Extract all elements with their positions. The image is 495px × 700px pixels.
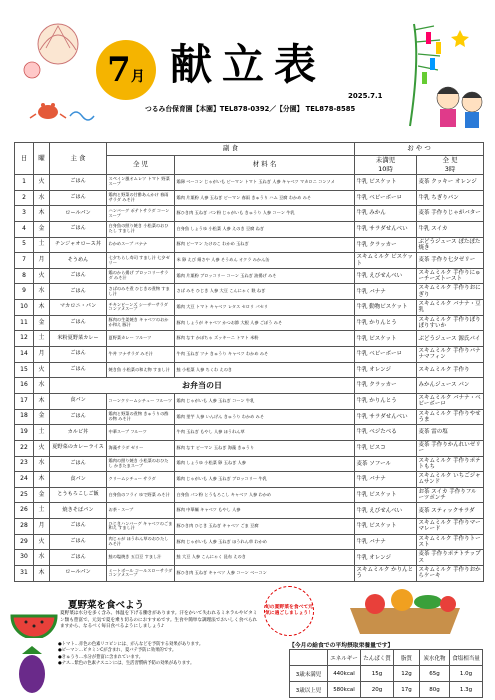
snack-pm-cell: スキムミルク 手作りトースト <box>417 534 484 550</box>
list-item: ●ナス…紫色の色素ナスニンには、生活習慣病予防の効果があります。 <box>58 661 195 667</box>
dish-cell: 鶏肉の照り焼き 小松菜のおひたし かきたまスープ <box>107 456 175 472</box>
table-row <box>15 409 484 425</box>
dish-cell: 鶏肉と野菜の煮物 きゅうりの酢の物 みそ汁 <box>107 409 175 425</box>
snack-am-cell: 牛乳 クラッカー <box>355 237 417 253</box>
staple-cell: 食パン <box>50 472 107 488</box>
dish-cell: 牛丼 ツナサラダ みそ汁 <box>107 347 175 363</box>
day-cell: 5 <box>15 237 34 253</box>
table-row <box>15 284 484 300</box>
staple-cell: ごはん <box>50 409 107 425</box>
table-row <box>15 456 484 472</box>
nutrition-header-cell: 炭水化物 <box>420 650 450 666</box>
weekday-cell: 土 <box>34 425 50 441</box>
ingredients-cell: 白身魚 しょうゆ 小松菜 人参 えのき 豆腐 ねぎ <box>175 221 355 237</box>
staple-cell: ごはん <box>50 550 107 566</box>
snack-am-cell: 牛乳 サラダせんべい <box>355 409 417 425</box>
weekday-cell: 木 <box>34 472 50 488</box>
staple-cell: ごはん <box>50 175 107 191</box>
snack-pm-cell: スキムミルク バナナ・ベビーボーロ <box>417 393 484 409</box>
snack-pm-cell: お茶 スイカ 手作りフルーツポンチ <box>417 487 484 503</box>
table-row <box>15 425 484 441</box>
table-row <box>15 331 484 347</box>
day-cell: 18 <box>15 409 34 425</box>
table-row <box>15 393 484 409</box>
staple-cell: ロールパン <box>50 566 107 582</box>
nutrition-header-cell: 食塩相当量 <box>450 650 483 666</box>
snack-am-cell: 牛乳 バナナ <box>355 534 417 550</box>
issue-date: 2025.7.1 <box>348 92 383 100</box>
day-cell: 3 <box>15 206 34 222</box>
day-cell: 14 <box>15 347 34 363</box>
nutrition-header-cell: 脂質 <box>394 650 420 666</box>
ingredients-cell: 鮭 大豆 人参 こんにゃく 昆布 えのき <box>175 550 355 566</box>
ingredients-cell: 牛肉 玉ねぎ ツナ きゅうり キャベツ わかめ みそ <box>175 347 355 363</box>
table-row <box>15 378 484 394</box>
all-children-header: 全 児 <box>417 156 484 166</box>
snack-pm-cell: 麦茶 クッキー オレンジ <box>417 175 484 191</box>
table-row <box>15 190 484 206</box>
snack-am-cell: 牛乳 ビスケット <box>355 519 417 535</box>
weekday-cell: 金 <box>34 221 50 237</box>
table-row <box>15 472 484 488</box>
ingredients-cell: 鶏肉 里芋 人参 いんげん きゅうり わかめ みそ <box>175 409 355 425</box>
watermelon-icon <box>8 586 60 638</box>
weekday-cell: 火 <box>34 268 50 284</box>
dish-cell: お茶・スープ <box>107 503 175 519</box>
day-cell: 22 <box>15 440 34 456</box>
snack-pm-cell: みかんジュース パン <box>417 378 484 394</box>
dish-cell: 白身魚の照り焼き 小松菜のおひたし すまし汁 <box>107 221 175 237</box>
snack-am-cell: 牛乳 クラッカー <box>355 378 417 394</box>
snack-am-cell: 牛乳 えびせんべい <box>355 268 417 284</box>
table-row <box>15 440 484 456</box>
snack-pm-cell: 麦茶 手作りポテトチップス <box>417 550 484 566</box>
snack-pm-cell: スキムミルク 手作りおにぎり <box>417 284 484 300</box>
snack-pm-cell: 麦茶 手作りじゃがバター <box>417 206 484 222</box>
snack-pm-cell: 麦茶 スティックサラダ <box>417 503 484 519</box>
snack-am-cell: 牛乳 バナナ <box>355 284 417 300</box>
all-children-time: 3時 <box>417 166 484 175</box>
staple-cell: ロールパン <box>50 206 107 222</box>
ingredients-cell: 豚肉 しょうが キャベツ かつお節 大根 人参 ごぼう みそ <box>175 315 355 331</box>
day-cell: 1 <box>15 175 34 191</box>
day-cell: 17 <box>15 393 34 409</box>
nutrition-cell: 1.3g <box>450 682 483 698</box>
weekday-cell: 土 <box>34 331 50 347</box>
under3-time: 10時 <box>355 166 417 175</box>
ingredients-cell: 豚ひき肉 ひじき 玉ねぎ キャベツ ごま 豆腐 <box>175 519 355 535</box>
weekday-cell: 火 <box>34 440 50 456</box>
day-cell: 15 <box>15 362 34 378</box>
nutrition-cell: 440kcal <box>328 666 361 682</box>
staple-cell: ごはん <box>50 519 107 535</box>
weekday-cell: 月 <box>34 347 50 363</box>
nutrition-cell: 15g <box>361 666 394 682</box>
ingredients-cell: 鶏肉 片栗粉 人参 玉ねぎ ピーマン 春雨 きゅうり ハム 豆腐 わかめ みそ <box>175 190 355 206</box>
day-cell: 29 <box>15 534 34 550</box>
ingredients-cell: 豚肉 じゃがいも 人参 玉ねぎ ほうれん草 わかめ <box>175 534 355 550</box>
staple-cell: 焼きそばパン <box>50 503 107 519</box>
staple-cell: 食パン <box>50 393 107 409</box>
nutrition-header-cell: たんぱく質 <box>361 650 394 666</box>
dish-cell: 海藻サラダ ゼリー <box>107 440 175 456</box>
staple-cell: ごはん <box>50 362 107 378</box>
ingredients-cell: 鶏肉 じゃがいも 人参 玉ねぎ コーン 牛乳 <box>175 393 355 409</box>
dish-cell: クリームシチュー サラダ <box>107 472 175 488</box>
snack-pm-cell: スキムミルク 手作りぽりぽりすいか <box>417 315 484 331</box>
ingredients-cell: 豚肉 中華麺 キャベツ もやし 人参 <box>175 503 355 519</box>
day-cell: 25 <box>15 487 34 503</box>
nutrition-cell: 580kcal <box>328 682 361 698</box>
weekday-cell: 水 <box>34 378 50 394</box>
nutrition-cell: 12g <box>394 666 420 682</box>
summer-veg-text: 夏野菜は水分を多く含み、体温を下げる働きがあります。汗をかいて失われるミネラルやビタミン類も豊富で、元気で夏を乗り切るのにおすすめです。生食や簡単な調理法でおいしく食べられますから、なるべく毎日食べるようにしましょう♪ <box>60 611 258 630</box>
summer-stamp: 旬の夏野菜を食べて元気に過ごしましょう！ <box>264 586 314 636</box>
staple-cell: ごはん <box>50 190 107 206</box>
nutrition-title: 【今月の給食での平均摂取栄養量です】 <box>289 643 394 649</box>
ingredients-cell: 鶏肉 しょうゆ 小松菜 卵 玉ねぎ 人参 <box>175 456 355 472</box>
staple-cell: ごはん <box>50 534 107 550</box>
dish-cell: コーンクリームシチュー フルーツ <box>107 393 175 409</box>
day-cell: 10 <box>15 300 34 316</box>
day-cell: 8 <box>15 268 34 284</box>
weekday-cell: 水 <box>34 456 50 472</box>
tanabata-children-decoration-icon <box>400 20 490 132</box>
staple-header: 主 食 <box>50 143 107 175</box>
staple-cell: 夏野菜のカレーライス <box>50 440 107 456</box>
snack-am-cell: 牛乳 かりんとう <box>355 393 417 409</box>
ingredients-cell: 米 卵 えび 絹さや 人参 そうめん オクラ みかん缶 <box>175 253 355 269</box>
day-cell: 23 <box>15 456 34 472</box>
snack-pm-cell: スキムミルク 手作りマーマレード <box>417 519 484 535</box>
month-badge <box>96 40 156 100</box>
weekday-cell: 火 <box>34 534 50 550</box>
snack-am-cell: スキムミルク かりんとう <box>355 566 417 582</box>
snack-pm-cell: 麦茶 手作りかんれいゼリー <box>417 440 484 456</box>
snack-am-cell: 牛乳 ベビーボーロ <box>355 190 417 206</box>
nutrition-cell: 80g <box>420 682 450 698</box>
ingredients-cell: さば みそ ひじき 人参 大豆 こんにゃく 麩 ねぎ <box>175 284 355 300</box>
side-dish-header: 副 食 <box>107 143 355 156</box>
weekday-cell: 木 <box>34 566 50 582</box>
table-row <box>15 300 484 316</box>
nutrition-cell: 20g <box>361 682 394 698</box>
snack-am-cell: 牛乳 サラダせんべい <box>355 221 417 237</box>
table-row <box>15 221 484 237</box>
table-row <box>15 534 484 550</box>
weekday-cell: 水 <box>34 284 50 300</box>
table-row <box>290 682 483 698</box>
table-row <box>15 315 484 331</box>
ingredients-cell: 豚肉 なす かぼちゃ ズッキーニ トマト 米粉 <box>175 331 355 347</box>
month-number: 7 <box>107 50 131 90</box>
table-row <box>15 487 484 503</box>
snack-am-cell: 麦茶 ソフール <box>355 456 417 472</box>
table-row <box>15 362 484 378</box>
table-row <box>15 175 484 191</box>
staple-cell: とうもろこしご飯 <box>50 487 107 503</box>
weekday-cell: 月 <box>34 253 50 269</box>
ingredients-cell: 豚肉 なす ピーマン 玉ねぎ 海藻 きゅうり <box>175 440 355 456</box>
nursery-info: つるみ台保育園【本園】TEL878-0392／【分園】 TEL878-8585 <box>145 105 356 113</box>
dish-cell: ハンバーグ ポテトサラダ コーンスープ <box>107 206 175 222</box>
month-unit: 月 <box>130 69 145 85</box>
snack-header: お や つ <box>355 143 484 156</box>
table-row <box>15 550 484 566</box>
dish-cell: 鶏肉と野菜の甘酢あんかけ 春雨サラダ みそ汁 <box>107 190 175 206</box>
table-row <box>15 347 484 363</box>
day-cell: 2 <box>15 190 34 206</box>
snack-am-cell: 牛乳 オレンジ <box>355 550 417 566</box>
snack-pm-cell: スキムミルク いちごジャムサンド <box>417 472 484 488</box>
dish-cell: 鶏のから揚げ ブロッコリーサラダ みそ汁 <box>107 268 175 284</box>
summer-veg-title: 夏野菜を食べよう <box>68 600 145 611</box>
table-row <box>15 519 484 535</box>
snack-pm-cell: スキムミルク 手作りにゅーチーズトースト <box>417 268 484 284</box>
day-cell: 30 <box>15 550 34 566</box>
snack-pm-cell: 牛乳 スイカ <box>417 221 484 237</box>
nutrition-cell: 17g <box>394 682 420 698</box>
nutrition-table <box>289 649 483 698</box>
table-row <box>15 268 484 284</box>
dish-cell: チキンビーンズ シーザーサラダ コンソメスープ <box>107 300 175 316</box>
table-row <box>290 666 483 682</box>
ingredients-cell: 豚ひき肉 玉ねぎ キャベツ 人参 コーン ベーコン <box>175 566 355 582</box>
side-all-header: 全 児 <box>107 156 175 175</box>
ingredients-cell: 豚肉 ピーマン たけのこ わかめ 玉ねぎ <box>175 237 355 253</box>
dish-cell: ミートボール コールスローサラダ コンソメスープ <box>107 566 175 582</box>
ingredients-cell: 鶏肉 じゃがいも 人参 玉ねぎ ブロッコリー 牛乳 <box>175 472 355 488</box>
snack-pm-cell: 麦茶 雷の塩 <box>417 425 484 441</box>
weekday-cell: 月 <box>34 519 50 535</box>
snack-pm-cell: ぶどうジュース 源氏パイ <box>417 331 484 347</box>
snack-am-cell: 牛乳 ビスケット <box>355 175 417 191</box>
day-header: 日 <box>15 143 34 175</box>
menu-table <box>14 142 484 582</box>
dish-cell: 焼き魚 小松菜の和え物 すまし汁 <box>107 362 175 378</box>
staple-cell: ごはん <box>50 284 107 300</box>
table-row <box>15 503 484 519</box>
ingredients-cell: 白身魚 パン粉 とうもろこし キャベツ 人参 わかめ <box>175 487 355 503</box>
eggplant-icon <box>8 642 54 696</box>
day-cell: 26 <box>15 503 34 519</box>
day-cell: 12 <box>15 331 34 347</box>
day-cell: 9 <box>15 284 34 300</box>
weekday-cell: 木 <box>34 393 50 409</box>
table-row <box>290 650 483 666</box>
dish-cell: 鮭の塩焼き 五目豆 すまし汁 <box>107 550 175 566</box>
dish-cell: 肉じゃが ほうれん草のおひたし みそ汁 <box>107 534 175 550</box>
snack-am-cell: 牛乳 みかん <box>355 206 417 222</box>
table-row <box>15 253 484 269</box>
snack-pm-cell: ぶどうジュース ぽたぽた焼き <box>417 237 484 253</box>
nutrition-cell: 3歳未満児 <box>290 666 328 682</box>
day-cell: 16 <box>15 378 34 394</box>
snack-am-cell: 牛乳 ピスケット <box>355 331 417 347</box>
day-cell: 28 <box>15 519 34 535</box>
weekday-cell: 水 <box>34 190 50 206</box>
dish-cell: 豚肉の生姜焼き キャベツのおかか和え 豚汁 <box>107 315 175 331</box>
snack-pm-cell: スキムミルク 手作りおからケーキ <box>417 566 484 582</box>
nutrition-cell: 65g <box>420 666 450 682</box>
snack-am-cell: 牛乳 動物ビスケット <box>355 300 417 316</box>
snack-pm-cell: スキムミルク 手作り <box>417 362 484 378</box>
day-cell: 19 <box>15 425 34 441</box>
ingredients-cell: 豚ひき肉 玉ねぎ パン粉 じゃがいも きゅうり 人参 コーン 牛乳 <box>175 206 355 222</box>
weekday-cell: 火 <box>34 175 50 191</box>
staple-cell: カルビ丼 <box>50 425 107 441</box>
menu-body <box>15 175 484 582</box>
table-row <box>15 206 484 222</box>
snack-am-cell: 牛乳 オレンジ <box>355 362 417 378</box>
table-row <box>15 566 484 582</box>
ingredients-cell: 牛肉 玉ねぎ もやし 人参 ほうれん草 <box>175 425 355 441</box>
staple-cell: マカロニ・パン <box>50 300 107 316</box>
snack-am-cell: 牛乳 えびせんべい <box>355 503 417 519</box>
ingredients-cell: 鶏肉 片栗粉 ブロッコリー コーン 玉ねぎ 油揚げ みそ <box>175 268 355 284</box>
dish-cell: スペイン風オムレツ トマト 野菜スープ <box>107 175 175 191</box>
ingredients-cell: 鮭 小松菜 人参 ちくわ えのき <box>175 362 355 378</box>
bento-day-label: お弁当の日 <box>50 378 355 394</box>
snack-pm-cell: スキムミルク 手作りポテトもち <box>417 456 484 472</box>
table-row <box>15 237 484 253</box>
dish-cell: 白身魚のフライ ゆで野菜 みそ汁 <box>107 487 175 503</box>
staple-cell: ごはん <box>50 347 107 363</box>
staple-cell: 米粉夏野菜カレー <box>50 331 107 347</box>
snack-am-cell: 牛乳 バナナ <box>355 472 417 488</box>
nutrition-header-cell <box>290 650 328 666</box>
list-item: ●きゅうり…水分が豊富に含まれています。 <box>58 654 144 660</box>
seashell-crab-decoration-icon <box>18 18 100 130</box>
snack-am-cell: スキムミルク ビスケット <box>355 253 417 269</box>
day-cell: 11 <box>15 315 34 331</box>
snack-am-cell: 牛乳 ビスコ <box>355 440 417 456</box>
page-header <box>0 0 495 138</box>
day-cell: 31 <box>15 566 34 582</box>
dish-cell: ひじきハンバーグ キャベツのごま和え すまし汁 <box>107 519 175 535</box>
snack-am-cell: 牛乳 かりんとう <box>355 315 417 331</box>
weekday-cell: 火 <box>34 362 50 378</box>
weekday-cell: 水 <box>34 550 50 566</box>
dish-cell: 夏野菜カレー フルーツ <box>107 331 175 347</box>
ingredients-header: 材 料 名 <box>175 156 355 175</box>
vegetables-basket-icon <box>330 584 480 636</box>
snack-am-cell: 牛乳 べジたべる <box>355 425 417 441</box>
weekday-cell: 金 <box>34 315 50 331</box>
snack-pm-cell: スキムミルク 手作りバナナマフィン <box>417 347 484 363</box>
ingredients-cell: 鶏卵 ベーコン じゃがいも ピーマン トマト 玉ねぎ 人参 キャベツ マカロニ コンソメ <box>175 175 355 191</box>
nutrition-section <box>0 580 495 700</box>
list-item: ●トマト…赤色の色素リコピンには、がんなどを予防する効果があります。 <box>58 642 204 647</box>
staple-cell: ごはん <box>50 456 107 472</box>
staple-cell: ごはん <box>50 268 107 284</box>
weekday-cell: 木 <box>34 300 50 316</box>
dish-cell: わかめスープ バナナ <box>107 237 175 253</box>
snack-pm-cell: スキムミルク 手作りやせうま <box>417 409 484 425</box>
staple-cell: チンジャオロース丼 <box>50 237 107 253</box>
nutrition-header-cell: エネルギー <box>328 650 361 666</box>
nutrition-cell: 3歳以上児 <box>290 682 328 698</box>
snack-pm-cell: スキムミルク バナナ・豆乳 <box>417 300 484 316</box>
snack-am-cell: 牛乳 ビスケット <box>355 487 417 503</box>
weekday-cell: 金 <box>34 409 50 425</box>
staple-cell: そうめん <box>50 253 107 269</box>
staple-cell: ごはん <box>50 221 107 237</box>
dish-cell: さばのみそ煮 ひじきの煮物 すまし汁 <box>107 284 175 300</box>
day-cell: 7 <box>15 253 34 269</box>
list-item: ●ピーマン…ビタミンCが含まれ、夏バテ予防に効果的です。 <box>58 648 177 654</box>
summer-veg-list <box>58 642 268 668</box>
snack-pm-cell: 牛乳 ちぎりパン <box>417 190 484 206</box>
day-cell: 24 <box>15 472 34 488</box>
dish-cell: 中華スープ フルーツ <box>107 425 175 441</box>
snack-pm-cell: 麦茶 手作り七夕ゼリー <box>417 253 484 269</box>
weekday-cell: 木 <box>34 206 50 222</box>
under3-header: 未満児 <box>355 156 417 166</box>
snack-am-cell: 牛乳 ベビーボーロ <box>355 347 417 363</box>
staple-cell: ごはん <box>50 315 107 331</box>
weekday-cell: 土 <box>34 503 50 519</box>
weekday-cell: 金 <box>34 487 50 503</box>
day-cell: 4 <box>15 221 34 237</box>
page-title: 献立表 <box>170 40 327 89</box>
weekday-cell: 土 <box>34 237 50 253</box>
nutrition-cell: 1.0g <box>450 666 483 682</box>
dish-cell: 七夕ちらし寿司 すまし汁 七夕ゼリー <box>107 253 175 269</box>
ingredients-cell: 鶏肉 大豆 トマト キャベツ レタス セロリ パセリ <box>175 300 355 316</box>
weekday-header: 曜 <box>34 143 50 175</box>
